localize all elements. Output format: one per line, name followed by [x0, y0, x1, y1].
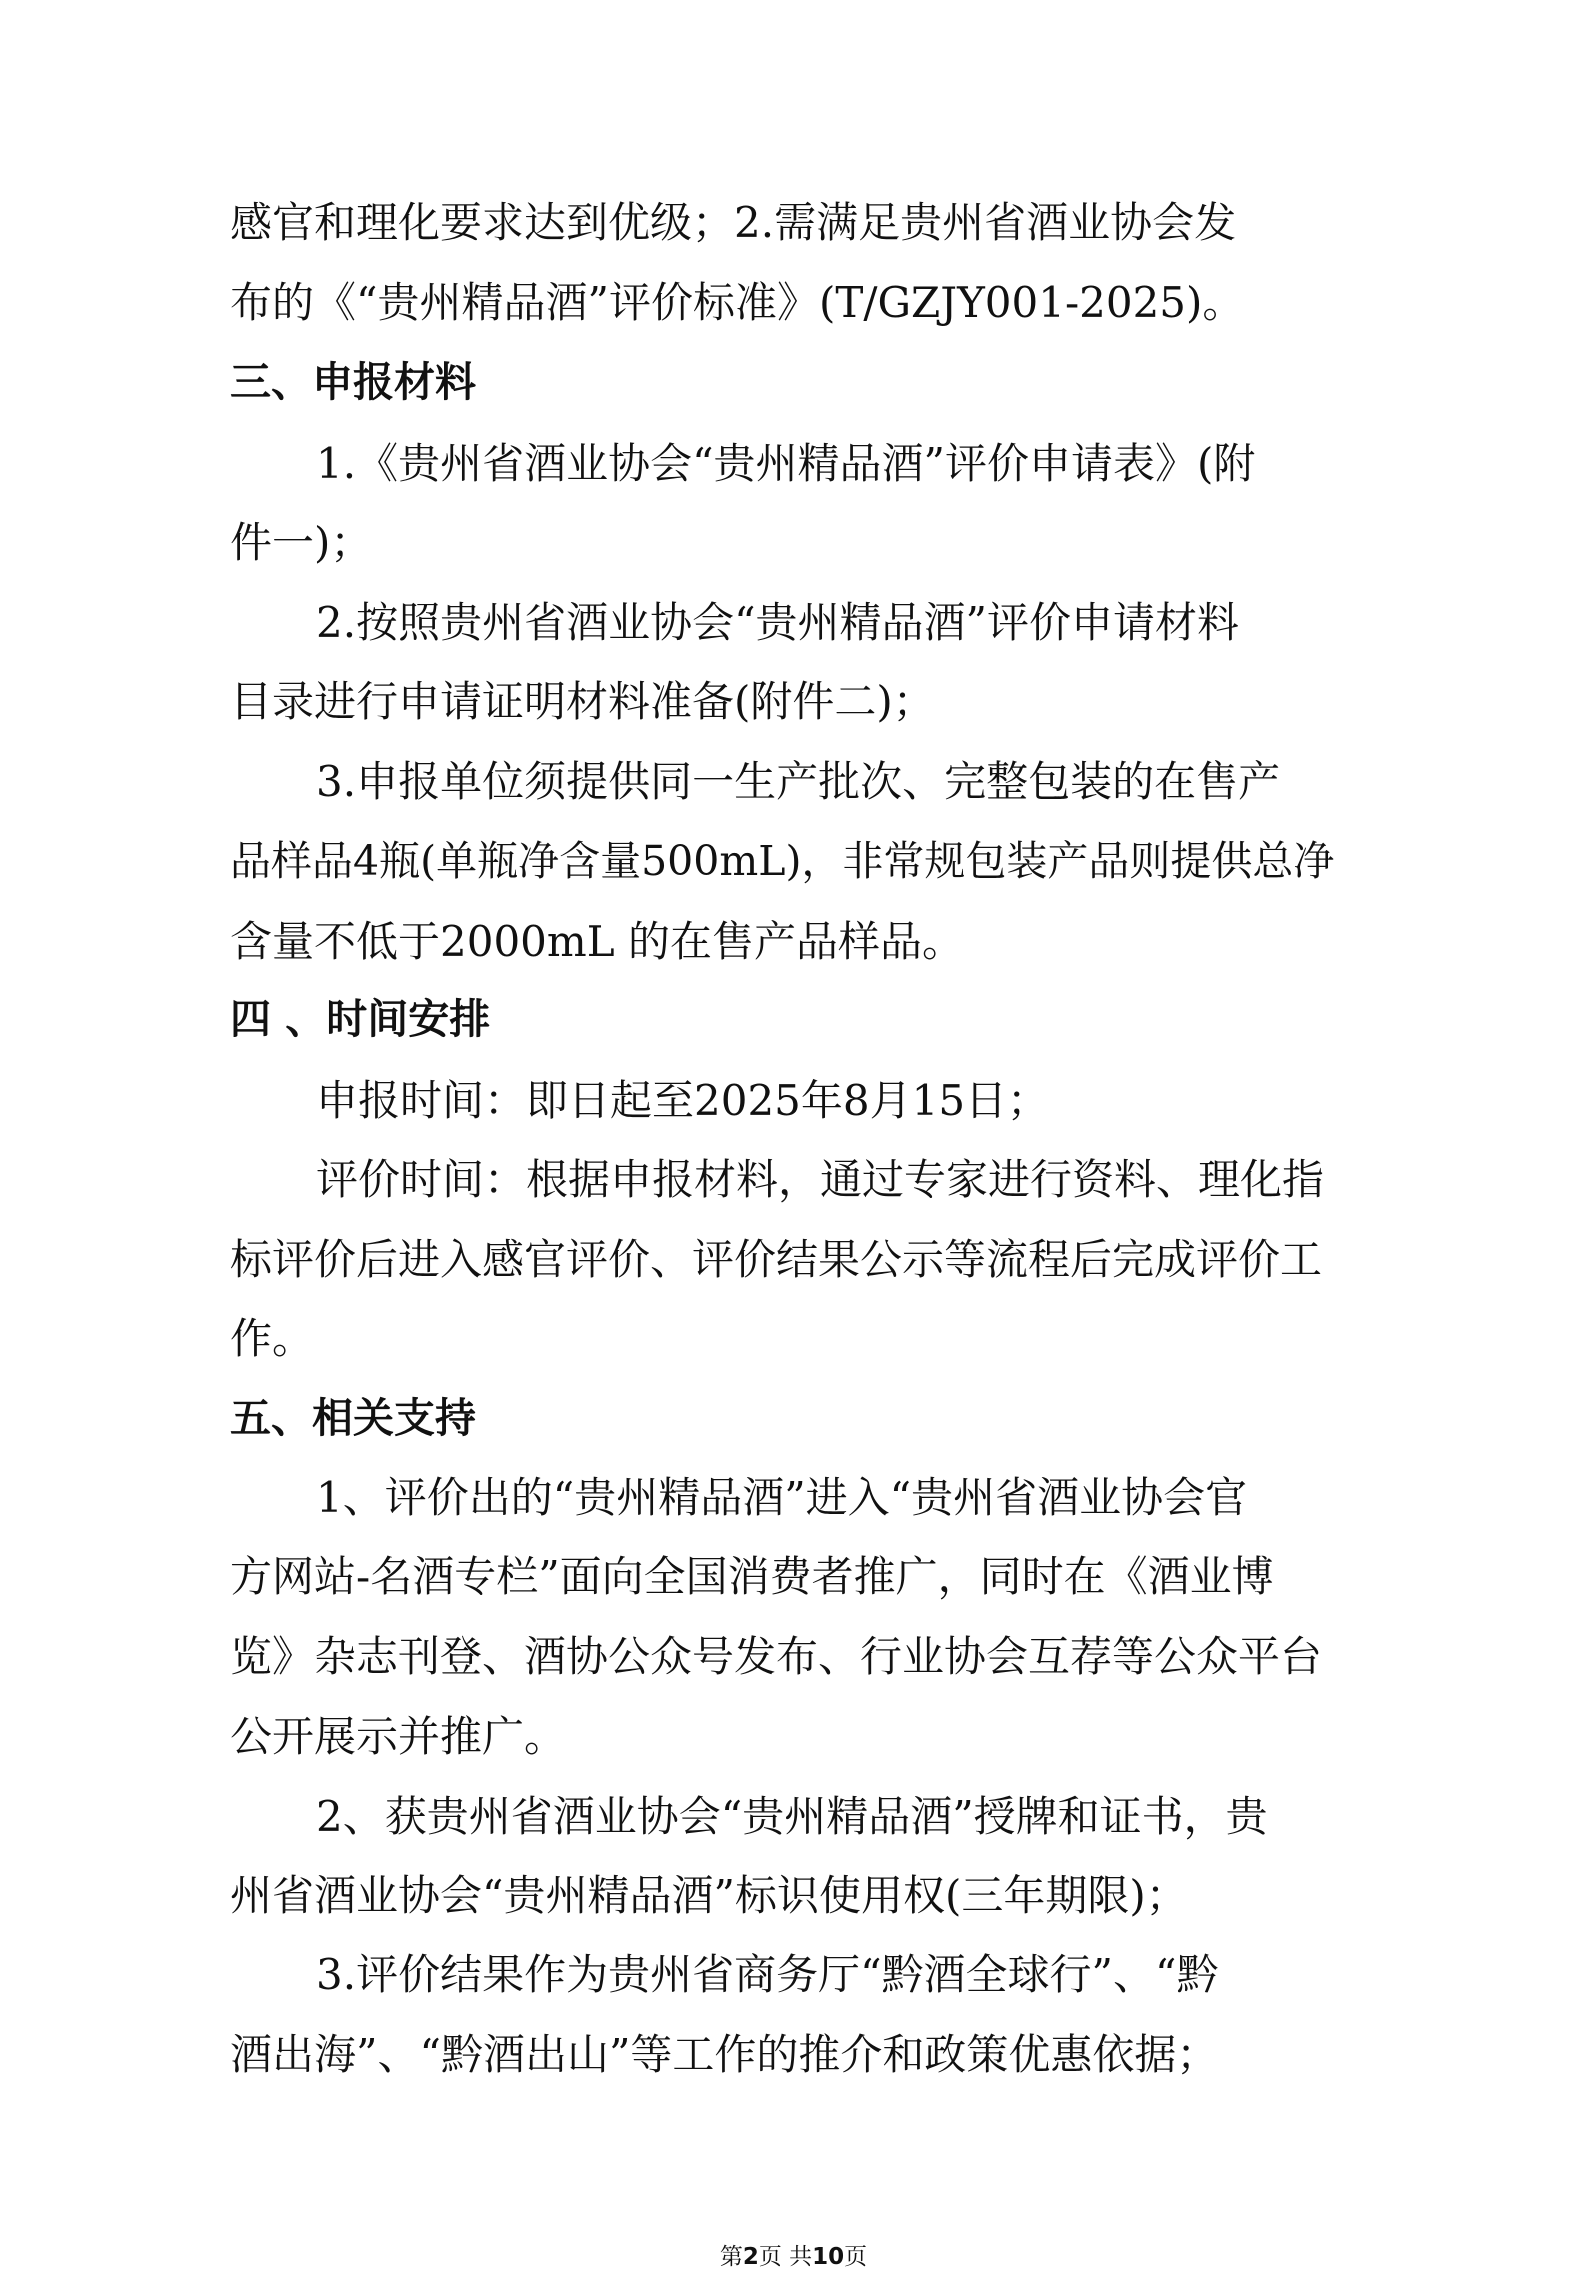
body-line: 酒出海”、“黔酒出山”等工作的推介和政策优惠依据；: [230, 2030, 1219, 2079]
section-heading-support: 五、相关支持: [230, 1394, 476, 1442]
body-line: 3.评价结果作为贵州省商务厅“黔酒全球行”、“黔: [316, 1950, 1219, 1999]
body-line: 1、评价出的“贵州精品酒”进入“贵州省酒业协会官: [316, 1473, 1248, 1522]
section-heading-schedule: 四 、时间安排: [230, 995, 491, 1043]
body-line: 标评价后进入感官评价、评价结果公示等流程后完成评价工: [230, 1235, 1323, 1284]
body-line: 感官和理化要求达到优级；2.需满足贵州省酒业协会发: [230, 198, 1237, 247]
total-page-count: 10: [812, 2244, 845, 2270]
footer-prefix: 第: [719, 2244, 743, 2270]
body-line: 目录进行申请证明材料准备(附件二)；: [230, 677, 935, 726]
body-line: 品样品4瓶(单瓶净含量500mL)，非常规包装产品则提供总净: [230, 837, 1335, 885]
current-page-number: 2: [742, 2244, 759, 2270]
body-line: 作。: [230, 1314, 315, 1363]
page-footer: [0, 2246, 1587, 2269]
footer-middle: 页 共: [758, 2244, 813, 2270]
body-line: 州省酒业协会“贵州精品酒”标识使用权(三年期限)；: [230, 1871, 1188, 1920]
body-line: 布的《“贵州精品酒”评价标准》(T/GZJY001-2025)。: [230, 278, 1245, 327]
body-line: 含量不低于2000mL 的在售产品样品。: [230, 917, 964, 966]
body-line: 件一)；: [230, 518, 373, 567]
body-line: 2、获贵州省酒业协会“贵州精品酒”授牌和证书，贵: [316, 1792, 1268, 1841]
section-heading-materials: 三、申报材料: [230, 358, 476, 406]
footer-suffix: 页: [844, 2244, 868, 2270]
body-line: 申报时间：即日起至2025年8月15日；: [316, 1076, 1050, 1125]
body-line: 公开展示并推广。: [230, 1712, 567, 1761]
body-line: 览》杂志刊登、酒协公众号发布、行业协会互荐等公众平台: [230, 1632, 1323, 1681]
body-line: 3.申报单位须提供同一生产批次、完整包装的在售产: [316, 757, 1281, 806]
body-line: 评价时间：根据申报材料，通过专家进行资料、理化指: [316, 1155, 1325, 1204]
body-line: 方网站-名酒专栏”面向全国消费者推广，同时在《酒业博: [230, 1552, 1274, 1601]
body-line: 1.《贵州省酒业协会“贵州精品酒”评价申请表》(附: [316, 439, 1256, 488]
body-line: 2.按照贵州省酒业协会“贵州精品酒”评价申请材料: [316, 598, 1240, 647]
